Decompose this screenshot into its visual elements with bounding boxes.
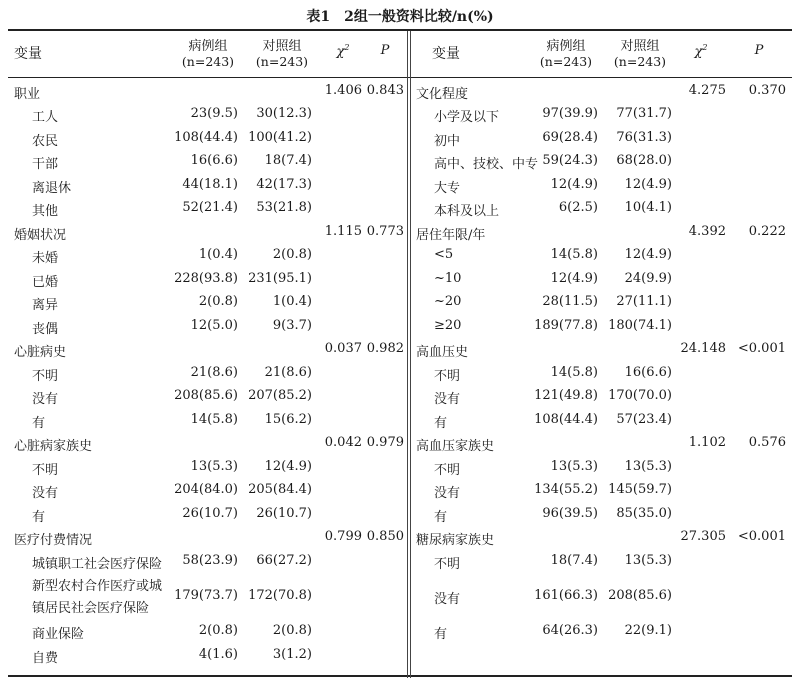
control-value: 18(7.4): [264, 153, 312, 169]
control-value: 57(23.4): [616, 411, 672, 427]
case-value: 23(9.5): [190, 106, 238, 122]
row-label: ~10: [434, 270, 462, 286]
case-value: 108(44.4): [174, 129, 238, 145]
row-label: 新型农村合作医疗或城: [32, 578, 163, 594]
case-value: 12(4.9): [550, 270, 598, 286]
row-label: 本科及以上: [434, 204, 500, 220]
header-chi-left: [328, 43, 358, 59]
control-value: 9(3.7): [272, 317, 312, 333]
table-title: 2组一般资料比较/n(%): [344, 9, 494, 25]
row-label: 有: [32, 509, 46, 525]
chi-square-value: 1.102: [688, 435, 726, 451]
chi-square-value: 4.275: [688, 82, 726, 98]
control-value: 2(0.8): [272, 623, 312, 639]
row-label: 不明: [32, 368, 59, 384]
header-control-n: (n=243): [255, 54, 309, 69]
row-label: 没有: [434, 486, 461, 502]
case-value: 52(21.4): [182, 200, 238, 216]
control-value: 12(4.9): [624, 176, 672, 192]
control-value: 13(5.3): [624, 458, 672, 474]
control-value: 12(4.9): [624, 247, 672, 263]
case-value: 59(24.3): [542, 153, 598, 169]
group-label: 高血压家族史: [416, 439, 495, 455]
row-label: 自费: [32, 650, 59, 666]
case-value: 14(5.8): [550, 364, 598, 380]
case-value: 108(44.4): [534, 411, 598, 427]
group-label: 糖尿病家族史: [416, 533, 495, 549]
control-value: 15(6.2): [264, 411, 312, 427]
control-value: 205(84.4): [248, 482, 312, 498]
control-value: 22(9.1): [624, 623, 672, 639]
control-value: 85(35.0): [616, 505, 672, 521]
row-label: 没有: [434, 592, 461, 607]
case-value: 161(66.3): [534, 588, 598, 603]
row-label: 其他: [32, 204, 59, 220]
control-value: 180(74.1): [608, 317, 672, 333]
control-value: 207(85.2): [248, 388, 312, 404]
p-value: 0.222: [748, 223, 786, 239]
control-value: 66(27.2): [256, 552, 312, 568]
header-case-title: 病例组: [188, 39, 228, 54]
case-value: 1(0.4): [198, 247, 238, 263]
row-label-line2: 镇居民社会医疗保险: [32, 600, 150, 616]
row-label: 未婚: [32, 251, 59, 267]
header-case-right: [530, 35, 602, 69]
row-label: 没有: [434, 392, 461, 408]
table-number: 表1: [306, 9, 331, 25]
chi-square-value: 24.148: [680, 341, 726, 357]
control-value: 30(12.3): [256, 106, 312, 122]
control-value: 53(21.8): [256, 200, 312, 216]
case-value: 179(73.7): [174, 588, 238, 603]
row-label: 有: [434, 415, 448, 431]
case-value: 2(0.8): [198, 623, 238, 639]
row-label: 城镇职工社会医疗保险: [32, 556, 163, 572]
control-value: 10(4.1): [624, 200, 672, 216]
case-value: 14(5.8): [190, 411, 238, 427]
chi-square-value: 27.305: [680, 529, 726, 545]
header-p-right: P: [754, 43, 764, 58]
header-case-n: (n=243): [181, 54, 235, 69]
p-value: 0.850: [366, 529, 404, 545]
case-value: 21(8.6): [190, 364, 238, 380]
header-control-title: 对照组: [262, 39, 302, 54]
group-label: 文化程度: [416, 86, 469, 102]
row-label: 高中、技校、中专: [434, 157, 539, 173]
row-label: 没有: [32, 486, 59, 502]
control-value: 68(28.0): [616, 153, 672, 169]
row-label: 商业保险: [32, 627, 85, 643]
header-rule: [8, 77, 792, 78]
case-value: 13(5.3): [550, 458, 598, 474]
row-label: 初中: [434, 133, 461, 149]
header-case-left: [172, 35, 244, 69]
header-chi-symbol: χ: [694, 44, 703, 60]
group-label: 医疗付费情况: [14, 533, 93, 549]
control-value: 42(17.3): [256, 176, 312, 192]
row-label: 不明: [32, 462, 59, 478]
header-control-title: 对照组: [620, 39, 660, 54]
row-label: 已婚: [32, 274, 59, 290]
row-label: 不明: [434, 556, 461, 572]
case-value: 28(11.5): [542, 294, 598, 310]
header-case-n: (n=243): [539, 54, 593, 69]
case-value: 189(77.8): [534, 317, 598, 333]
chi-square-value: 0.799: [324, 529, 362, 545]
control-value: 208(85.6): [608, 588, 672, 603]
row-label: 丧偶: [32, 321, 59, 337]
row-label: 不明: [434, 368, 461, 384]
header-chi-superscript: 2: [344, 43, 350, 52]
case-value: 134(55.2): [534, 482, 598, 498]
case-value: 58(23.9): [182, 552, 238, 568]
control-value: 21(8.6): [264, 364, 312, 380]
header-control-n: (n=243): [613, 54, 667, 69]
group-label: 婚姻状况: [14, 227, 67, 243]
row-label: 离异: [32, 298, 59, 314]
header-case-title: 病例组: [546, 39, 586, 54]
header-control-left: [246, 35, 318, 69]
row-label: 工人: [32, 110, 59, 126]
chi-square-value: 0.037: [324, 341, 362, 357]
p-value: 0.979: [366, 435, 404, 451]
control-value: 77(31.7): [616, 106, 672, 122]
case-value: 6(2.5): [558, 200, 598, 216]
row-label: 干部: [32, 157, 59, 173]
p-value: <0.001: [737, 529, 786, 545]
row-label: 没有: [32, 392, 59, 408]
row-label: 离退休: [32, 180, 72, 196]
row-label: 农民: [32, 133, 59, 149]
case-value: 121(49.8): [534, 388, 598, 404]
table-caption: [0, 6, 800, 26]
control-value: 100(41.2): [248, 129, 312, 145]
group-label: 职业: [14, 86, 41, 102]
row-label: 有: [32, 415, 46, 431]
case-value: 97(39.9): [542, 106, 598, 122]
header-chi-superscript: 2: [702, 43, 708, 52]
case-value: 228(93.8): [174, 270, 238, 286]
header-chi-symbol: χ: [336, 44, 345, 60]
control-value: 24(9.9): [624, 270, 672, 286]
control-value: 12(4.9): [264, 458, 312, 474]
control-value: 26(10.7): [256, 505, 312, 521]
chi-square-value: 1.406: [324, 82, 362, 98]
row-label: <5: [434, 247, 454, 263]
case-value: 12(4.9): [550, 176, 598, 192]
case-value: 16(6.6): [190, 153, 238, 169]
p-value: 0.370: [748, 82, 786, 98]
control-value: 170(70.0): [608, 388, 672, 404]
group-label: 居住年限/年: [416, 227, 486, 243]
control-value: 231(95.1): [248, 270, 312, 286]
case-value: 208(85.6): [174, 388, 238, 404]
row-label: 不明: [434, 462, 461, 478]
group-label: 心脏病家族史: [14, 439, 93, 455]
row-label: 有: [434, 509, 448, 525]
control-value: 16(6.6): [624, 364, 672, 380]
chi-square-value: 1.115: [324, 223, 362, 239]
header-chi-right: [686, 43, 716, 59]
case-value: 2(0.8): [198, 294, 238, 310]
p-value: 0.576: [748, 435, 786, 451]
case-value: 18(7.4): [550, 552, 598, 568]
p-value: 0.843: [366, 82, 404, 98]
control-value: 145(59.7): [608, 482, 672, 498]
row-label: 有: [434, 627, 448, 643]
row-label: 小学及以下: [434, 110, 500, 126]
group-label: 高血压史: [416, 345, 469, 361]
case-value: 12(5.0): [190, 317, 238, 333]
row-label: ≥20: [434, 317, 462, 333]
header-variable-right: 变量: [432, 46, 460, 62]
chi-square-value: 4.392: [688, 223, 726, 239]
p-value: 0.982: [366, 341, 404, 357]
control-value: 172(70.8): [248, 588, 312, 603]
control-value: 2(0.8): [272, 247, 312, 263]
header-control-right: [604, 35, 676, 69]
case-value: 64(26.3): [542, 623, 598, 639]
row-label: ~20: [434, 294, 462, 310]
case-value: 204(84.0): [174, 482, 238, 498]
control-value: 1(0.4): [272, 294, 312, 310]
control-value: 27(11.1): [616, 294, 672, 310]
case-value: 4(1.6): [198, 646, 238, 662]
case-value: 26(10.7): [182, 505, 238, 521]
header-variable-left: 变量: [14, 46, 42, 62]
p-value: 0.773: [366, 223, 404, 239]
column-separator: [407, 31, 411, 678]
control-value: 3(1.2): [272, 646, 312, 662]
header-p-left: P: [380, 43, 390, 58]
control-value: 13(5.3): [624, 552, 672, 568]
case-value: 14(5.8): [550, 247, 598, 263]
group-label: 心脏病史: [14, 345, 67, 361]
row-label: 大专: [434, 180, 461, 196]
case-value: 44(18.1): [182, 176, 238, 192]
control-value: 76(31.3): [616, 129, 672, 145]
case-value: 13(5.3): [190, 458, 238, 474]
p-value: <0.001: [737, 341, 786, 357]
chi-square-value: 0.042: [324, 435, 362, 451]
top-rule: [8, 29, 792, 31]
case-value: 69(28.4): [542, 129, 598, 145]
case-value: 96(39.5): [542, 505, 598, 521]
